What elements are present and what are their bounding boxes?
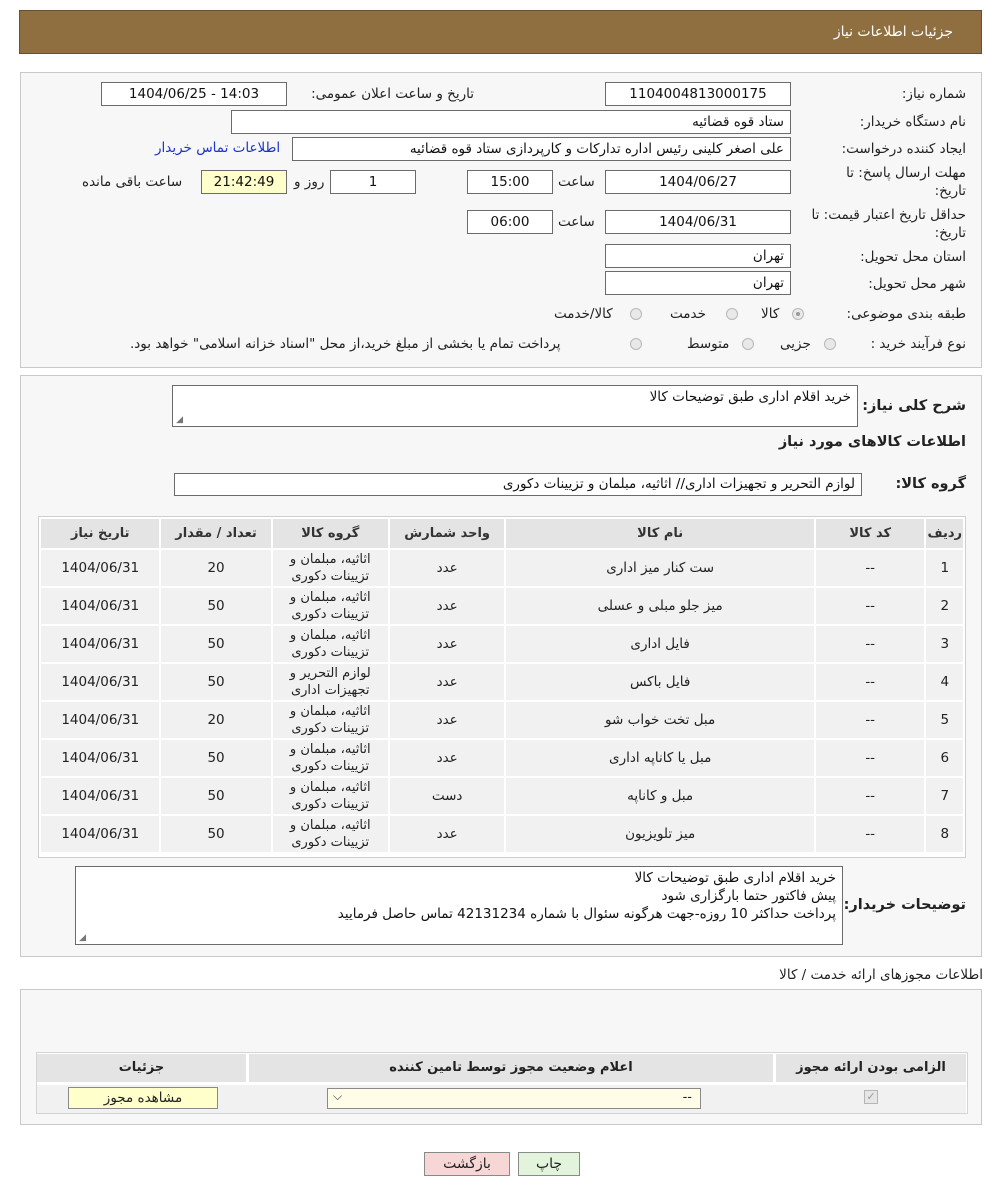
chevron-down-icon: ⌵ bbox=[333, 1089, 343, 1103]
days-field: 1 bbox=[330, 170, 416, 194]
permits-header-status-text: اعلام وضعیت مجوز توسط تامین کننده bbox=[389, 1060, 633, 1075]
category-option-goods-service: کالا/خدمت bbox=[554, 306, 613, 322]
table-cell-code: -- bbox=[815, 587, 926, 625]
table-cell-unit: عدد bbox=[389, 739, 506, 777]
table-cell-group: اثاثیه، مبلمان و تزیینات دکوری bbox=[272, 587, 389, 625]
table-cell-name: مبل یا کاناپه اداری bbox=[505, 739, 815, 777]
price-validity-date-field: 1404/06/31 bbox=[605, 210, 791, 234]
remaining-time-label: ساعت باقی مانده bbox=[82, 174, 183, 190]
table-cell-name: مبل تخت خواب شو bbox=[505, 701, 815, 739]
table-row bbox=[40, 587, 964, 625]
permits-header-required-text: الزامی بودن ارائه مجوز bbox=[796, 1060, 946, 1075]
col-code-header: کد کالا bbox=[815, 518, 926, 549]
table-cell-name: مبل و کاناپه bbox=[505, 777, 815, 815]
goods-info-title: اطلاعات کالاهای مورد نیاز bbox=[778, 434, 966, 450]
table-cell-date: 1404/06/31 bbox=[40, 549, 160, 587]
table-cell-group: لوازم التحریر و تجهیزات اداری bbox=[272, 663, 389, 701]
permits-header-details-text: جزئیات bbox=[118, 1060, 165, 1075]
requester-field: علی اصغر کلینی رئیس اداره تدارکات و کارپردازی ستاد قوه قضائیه bbox=[292, 137, 791, 161]
table-row bbox=[40, 663, 964, 701]
col-date-header: تاریخ نیاز bbox=[40, 518, 160, 549]
requester-label: ایجاد کننده درخواست: bbox=[841, 141, 966, 157]
permits-table bbox=[36, 1052, 968, 1114]
permits-title: اطلاعات مجوزهای ارائه خدمت / کالا bbox=[779, 967, 983, 983]
permit-status-select-value: -- bbox=[682, 1090, 692, 1105]
need-number-field: 1104004813000175 bbox=[605, 82, 791, 106]
table-cell-qty: 50 bbox=[160, 815, 271, 853]
table-cell-qty: 50 bbox=[160, 777, 271, 815]
remaining-time-field: 21:42:49 bbox=[201, 170, 287, 194]
table-row bbox=[40, 777, 964, 815]
col-name-header: نام کالا bbox=[505, 518, 815, 549]
col-row-header: ردیف bbox=[925, 518, 964, 549]
table-cell-row: 4 bbox=[925, 663, 964, 701]
process-option-medium: متوسط bbox=[687, 336, 730, 352]
deadline-time-field: 15:00 bbox=[467, 170, 553, 194]
table-cell-group: اثاثیه، مبلمان و تزیینات دکوری bbox=[272, 777, 389, 815]
province-field: تهران bbox=[605, 244, 791, 268]
table-cell-unit: عدد bbox=[389, 701, 506, 739]
permits-header-required bbox=[776, 1054, 966, 1082]
table-cell-date: 1404/06/31 bbox=[40, 815, 160, 853]
process-radio-medium[interactable] bbox=[742, 338, 754, 350]
table-row bbox=[40, 739, 964, 777]
table-cell-row: 7 bbox=[925, 777, 964, 815]
resize-grip-icon: ◢ bbox=[176, 415, 183, 425]
category-option-service: خدمت bbox=[670, 306, 706, 322]
permits-header-status bbox=[249, 1054, 773, 1082]
page-header bbox=[19, 10, 982, 54]
process-radio-treasury[interactable] bbox=[630, 338, 642, 350]
col-unit-header: واحد شمارش bbox=[389, 518, 506, 549]
goods-table bbox=[39, 517, 965, 854]
table-cell-name: میز تلویزیون bbox=[505, 815, 815, 853]
table-row bbox=[40, 625, 964, 663]
table-cell-group: اثاثیه، مبلمان و تزیینات دکوری bbox=[272, 815, 389, 853]
table-cell-unit: عدد bbox=[389, 549, 506, 587]
table-row bbox=[40, 549, 964, 587]
general-description-label: شرح کلی نیاز: bbox=[862, 398, 966, 414]
table-row bbox=[40, 701, 964, 739]
deadline-date-field: 1404/06/27 bbox=[605, 170, 791, 194]
table-cell-row: 8 bbox=[925, 815, 964, 853]
province-label: استان محل تحویل: bbox=[860, 249, 966, 265]
table-cell-group: اثاثیه، مبلمان و تزیینات دکوری bbox=[272, 625, 389, 663]
purchase-process-label: نوع فرآیند خرید : bbox=[870, 336, 966, 352]
print-button[interactable]: چاپ bbox=[518, 1152, 580, 1176]
table-cell-code: -- bbox=[815, 701, 926, 739]
need-number-label: شماره نیاز: bbox=[901, 86, 966, 102]
price-validity-label-date: تاریخ: bbox=[934, 225, 966, 241]
table-cell-unit: عدد bbox=[389, 663, 506, 701]
table-cell-date: 1404/06/31 bbox=[40, 701, 160, 739]
buyer-contact-link[interactable]: اطلاعات تماس خریدار bbox=[155, 140, 281, 156]
table-cell-code: -- bbox=[815, 663, 926, 701]
buyer-notes-line: پرداخت حداکثر 10 روزه-جهت هرگونه سئوال با شماره 42131234 تماس حاصل فرمایید bbox=[337, 906, 836, 922]
table-cell-qty: 50 bbox=[160, 625, 271, 663]
permits-header-details bbox=[37, 1054, 246, 1082]
buyer-org-label: نام دستگاه خریدار: bbox=[859, 114, 966, 130]
permit-required-checkbox[interactable]: ✓ bbox=[864, 1090, 878, 1104]
table-cell-group: اثاثیه، مبلمان و تزیینات دکوری bbox=[272, 549, 389, 587]
price-validity-time-field: 06:00 bbox=[467, 210, 553, 234]
table-cell-qty: 20 bbox=[160, 549, 271, 587]
buyer-notes-line: پیش فاکتور حتما بارگزاری شود bbox=[661, 888, 836, 904]
deadline-label-date: تاریخ: bbox=[934, 183, 966, 199]
page-title: جزئیات اطلاعات نیاز bbox=[833, 24, 953, 40]
table-cell-row: 6 bbox=[925, 739, 964, 777]
table-cell-row: 1 bbox=[925, 549, 964, 587]
col-group-header: گروه کالا bbox=[272, 518, 389, 549]
category-radio-service[interactable] bbox=[726, 308, 738, 320]
table-cell-code: -- bbox=[815, 815, 926, 853]
general-description-text: خرید اقلام اداری طبق توضیحات کالا bbox=[649, 389, 851, 405]
category-option-goods: کالا bbox=[761, 306, 780, 322]
resize-grip-icon: ◢ bbox=[79, 933, 86, 943]
buyer-notes-label: توضیحات خریدار: bbox=[843, 897, 966, 913]
goods-table-header bbox=[40, 518, 964, 549]
days-label: روز و bbox=[294, 174, 325, 190]
table-cell-name: فایل باکس bbox=[505, 663, 815, 701]
table-cell-unit: عدد bbox=[389, 625, 506, 663]
category-radio-goods-service[interactable] bbox=[630, 308, 642, 320]
category-label: طبقه بندی موضوعی: bbox=[846, 306, 966, 322]
table-cell-date: 1404/06/31 bbox=[40, 625, 160, 663]
table-cell-date: 1404/06/31 bbox=[40, 777, 160, 815]
table-cell-row: 2 bbox=[925, 587, 964, 625]
table-cell-date: 1404/06/31 bbox=[40, 587, 160, 625]
table-cell-qty: 50 bbox=[160, 663, 271, 701]
table-cell-qty: 50 bbox=[160, 587, 271, 625]
goods-group-label: گروه کالا: bbox=[895, 476, 966, 492]
view-permit-button[interactable]: مشاهده مجوز bbox=[68, 1087, 218, 1109]
table-cell-unit: عدد bbox=[389, 587, 506, 625]
buyer-org-field: ستاد قوه قضائیه bbox=[231, 110, 791, 134]
table-cell-group: اثاثیه، مبلمان و تزیینات دکوری bbox=[272, 701, 389, 739]
col-qty-header: تعداد / مقدار bbox=[160, 518, 271, 549]
table-cell-name: ست کنار میز اداری bbox=[505, 549, 815, 587]
table-cell-qty: 50 bbox=[160, 739, 271, 777]
announce-datetime-field: 1404/06/25 - 14:03 bbox=[101, 82, 287, 106]
table-cell-group: اثاثیه، مبلمان و تزیینات دکوری bbox=[272, 739, 389, 777]
table-cell-unit: دست bbox=[389, 777, 506, 815]
table-cell-row: 5 bbox=[925, 701, 964, 739]
deadline-hour-label: ساعت bbox=[558, 174, 595, 190]
price-validity-hour-label: ساعت bbox=[558, 214, 595, 230]
city-label: شهر محل تحویل: bbox=[868, 276, 966, 292]
city-field: تهران bbox=[605, 271, 791, 295]
table-cell-date: 1404/06/31 bbox=[40, 739, 160, 777]
table-cell-code: -- bbox=[815, 625, 926, 663]
table-cell-name: فایل اداری bbox=[505, 625, 815, 663]
buyer-notes-field bbox=[75, 866, 843, 945]
price-validity-label: حداقل تاریخ اعتبار قیمت: تا bbox=[811, 207, 966, 223]
table-cell-code: -- bbox=[815, 549, 926, 587]
table-cell-unit: عدد bbox=[389, 815, 506, 853]
deadline-label: مهلت ارسال پاسخ: تا bbox=[846, 165, 966, 181]
permit-status-select[interactable] bbox=[327, 1088, 701, 1109]
category-radio-goods[interactable] bbox=[792, 308, 804, 320]
goods-group-field: لوازم التحریر و تجهیزات اداری// اثاثیه، مبلمان و تزیینات دکوری bbox=[174, 473, 862, 496]
table-cell-date: 1404/06/31 bbox=[40, 663, 160, 701]
announce-datetime-label: تاریخ و ساعت اعلان عمومی: bbox=[311, 86, 474, 102]
buyer-notes-line: خرید اقلام اداری طبق توضیحات کالا bbox=[634, 870, 836, 886]
process-radio-minor[interactable] bbox=[824, 338, 836, 350]
table-cell-code: -- bbox=[815, 777, 926, 815]
table-cell-row: 3 bbox=[925, 625, 964, 663]
table-cell-code: -- bbox=[815, 739, 926, 777]
table-cell-qty: 20 bbox=[160, 701, 271, 739]
general-description-field bbox=[172, 385, 858, 427]
process-option-minor: جزیی bbox=[780, 336, 811, 352]
table-cell-name: میز جلو مبلی و عسلی bbox=[505, 587, 815, 625]
table-row bbox=[40, 815, 964, 853]
process-note: پرداخت تمام یا بخشی از مبلغ خرید،از محل "اسناد خزانه اسلامی" خواهد بود. bbox=[130, 336, 561, 352]
back-button[interactable]: بازگشت bbox=[424, 1152, 510, 1176]
